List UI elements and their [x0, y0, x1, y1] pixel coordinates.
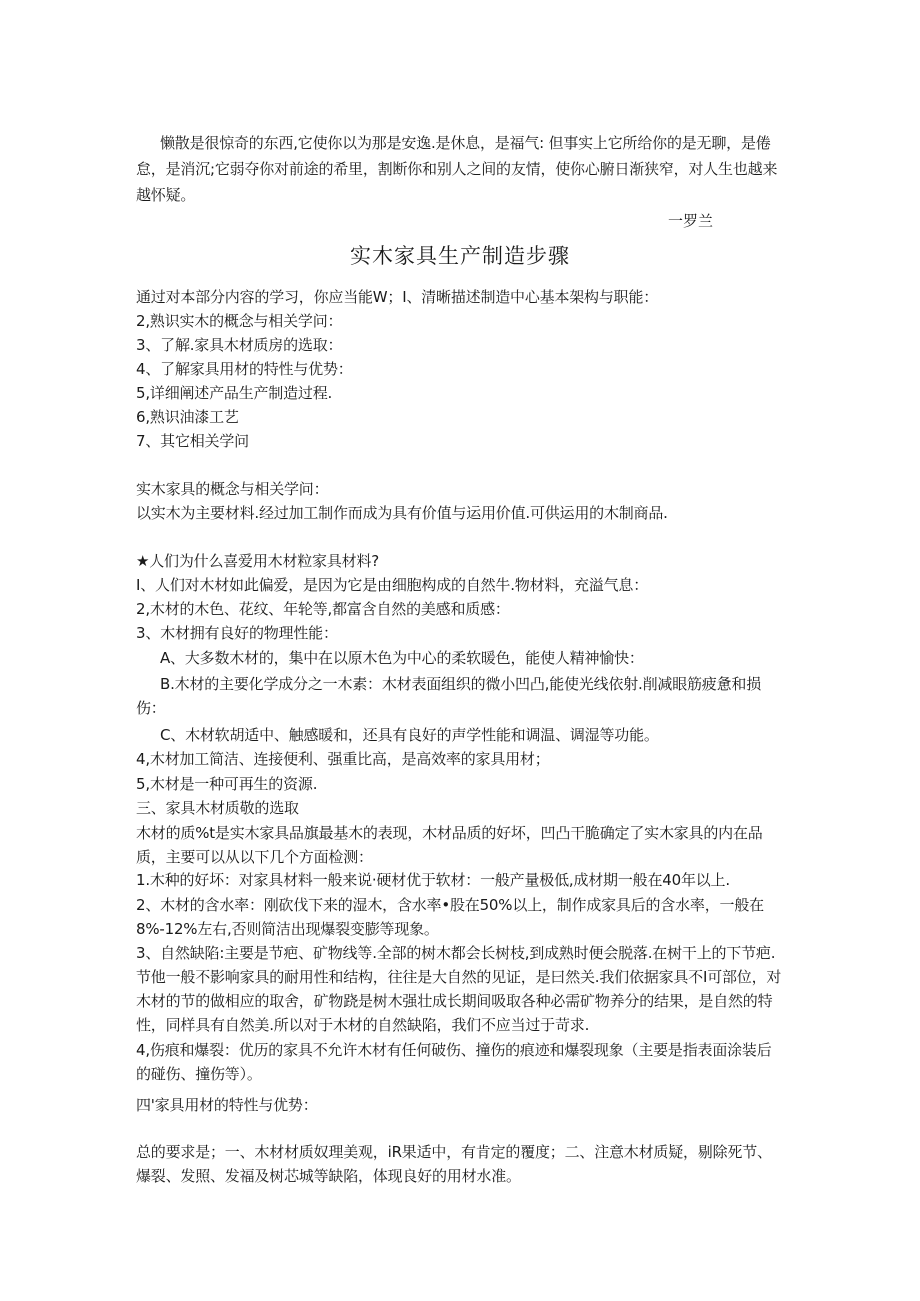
objective-item: 7、其它相关学问 — [136, 432, 249, 450]
quality-intro: 木材的质%t是实木家具品旗最基木的表现，木材品质的好坏，凹凸干脆确定了实木家具的内在品质，主要可以从以下几个方面检测： — [136, 824, 763, 866]
document-title: 实木家具生产制造步骤 — [350, 244, 570, 268]
objective-item: 5,详细阐述产品生产制造过程. — [136, 384, 333, 402]
quality-point-4: 4,伤痕和爆裂：优历的家具不允许木材有任何破伤、撞伤的痕迹和爆裂现象（主要是指表面涂装后的碰伤、撞伤等）。 — [136, 1041, 772, 1083]
quality-point-3: 3、自然缺陷:主要是节疤、矿物线等.全部的树木都会长树枝,到成熟时便会脱落.在树干上的下节疤.节他一般不影响家具的耐用性和结构，往往是大自然的见证，是曰然关.我们依据家具不I可部位，对木材的节的做相应的取舍，矿物跷是树木强壮成长期间吸取各种必需矿物养分的结果，是自然的特性，同样具有自然美.所以对于木材的自然缺陷，我们不应当过于苛求. — [136, 944, 782, 1034]
quality-heading: 三、家具木材质敬的选取 — [136, 799, 299, 817]
why-item-2: 2,木材的木色、花纹、年轮等,都富含自然的美感和质感： — [136, 600, 510, 618]
why-item-1: I、人们对木材如此偏爱，是因为它是由细胞构成的自然牛.物材料，充溢气息： — [136, 576, 648, 594]
concept-text: 以实木为主要材料.经过加工制作而成为具有价值与运用价值.可供运用的木制商品. — [136, 504, 668, 522]
why-heading: ★人们为什么喜爱用木材粒家具材料? — [136, 552, 380, 570]
why-sub-b: B.木材的主要化学成分之一木素：木材表面组织的微小凹凸,能使光线依射.削减眼筋疲惫和损伤： — [136, 675, 761, 717]
why-item-4: 4,木材加工简洁、连接便利、强重比高，是高效率的家具用材； — [136, 750, 550, 768]
objectives-intro: 通过对本部分内容的学习，你应当能W；I、清晰描述制造中心基本架构与职能： — [136, 288, 659, 306]
objective-item: 2,熟识实木的概念与相关学问： — [136, 312, 343, 330]
why-sub-a: A、大多数木材的，集中在以原木色为中心的柔软暖色，能使人精神愉快： — [160, 649, 644, 667]
quality-point-2: 2、木材的含水率：刚砍伐下来的湿木，含水率•股在50%以上，制作成家具后的含水率，一般在8%-12%左右,否则简洁出现爆裂变膨等现象。 — [136, 896, 764, 938]
features-text: 总的要求是；一、木材材质奴理美观，iR果适中，有肯定的覆度；二、注意木材质疑，剔除死节、爆裂、发照、发福及树芯城等缺陷，体现良好的用材水准。 — [136, 1143, 772, 1185]
why-item-3: 3、木材拥有良好的物理性能： — [136, 624, 338, 642]
opening-quote: 懒散是很惊奇的东西,它使你以为那是安逸.是休息，是福气: 但事实上它所给你的是无聊，是倦怠，是消沉;它弱夺你对前途的希里，割断你和别人之间的友情，使你心腑日渐狭窄，对人生也越来越怀疑。 — [136, 134, 778, 204]
quality-point-1: 1.木种的好坏：对家具材料一般来说·硬材优于软材：一般产量极低,成材期一般在40年以上. — [136, 871, 730, 889]
concept-heading: 实木家具的概念与相关学问： — [136, 480, 329, 498]
objective-item: 3、了解.家具木材质房的选取： — [136, 336, 343, 354]
features-heading: 四'家具用材的特性与优势： — [136, 1096, 318, 1114]
why-item-5: 5,木材是一种可再生的资源. — [136, 775, 318, 793]
objective-item: 6,熟识油漆工艺 — [136, 408, 239, 426]
objective-item: 4、了解家具用材的特性与优势： — [136, 360, 353, 378]
quote-author: 一罗兰 — [668, 212, 714, 230]
why-sub-c: C、木材软胡适中、触感暖和，还具有良好的声学性能和调温、调湿等功能。 — [160, 726, 659, 744]
